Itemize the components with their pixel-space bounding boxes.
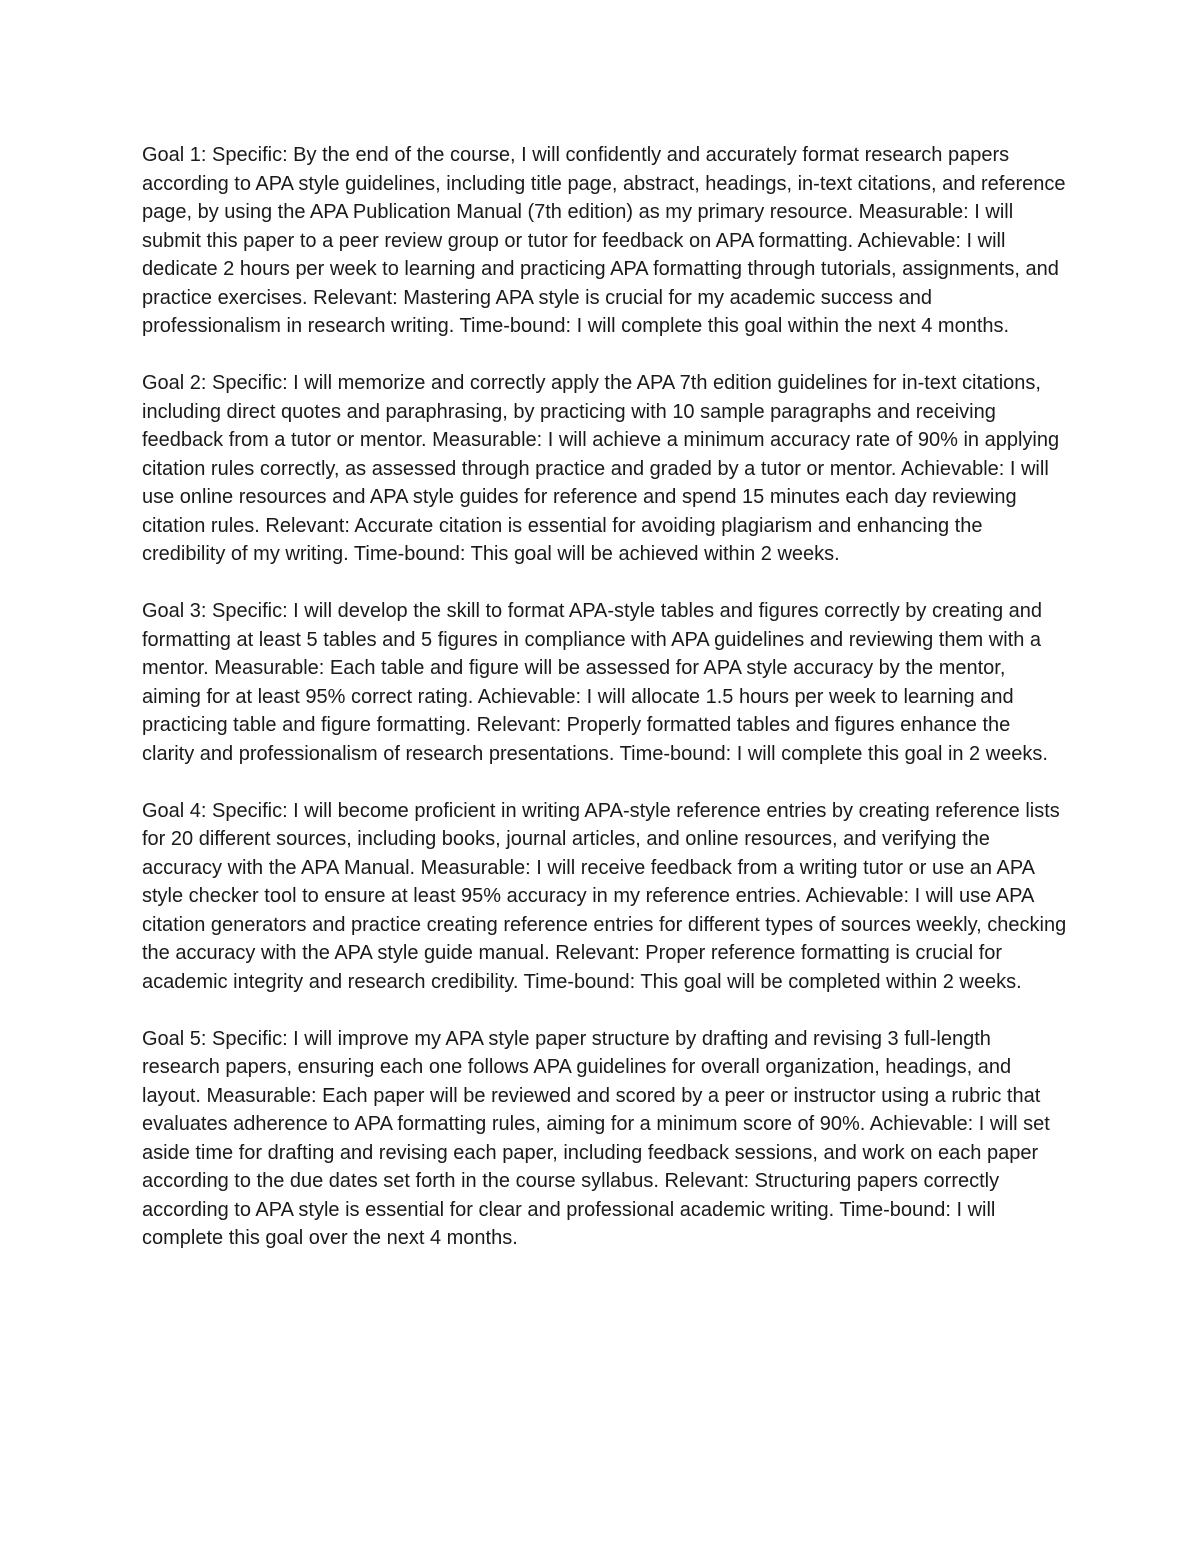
goal-1-paragraph: Goal 1: Specific: By the end of the course, I will confidently and accurately format research papers according to APA style guidelines, including title page, abstract, headings, in-text citations, and reference page, by using the APA Publication Manual (7th edition) as my primary resource. Measurable: I will submit this paper to a peer review group or tutor for feedback on APA formatting. Achievable: I will dedicate 2 hours per week to learning and practicing APA formatting through tutorials, assignments, and practice exercises. Relevant: Mastering APA style is crucial for my academic success and professionalism in research writing. Time-bound: I will complete this goal within the next 4 months. — [142, 144, 1066, 337]
document-body — [142, 141, 1067, 1253]
goal-5-paragraph: Goal 5: Specific: I will improve my APA style paper structure by drafting and revising 3 full-length research papers, ensuring each one follows APA guidelines for overall organization, headings, and layout. Measurable: Each paper will be reviewed and scored by a peer or instructor using a rubric that evaluates adherence to APA formatting rules, aiming for a minimum score of 90%. Achievable: I will set aside time for drafting and revising each paper, including feedback sessions, and work on each paper according to the due dates set forth in the course syllabus. Relevant: Structuring papers correctly according to APA style is essential for clear and professional academic writing. Time-bound: I will complete this goal over the next 4 months. — [142, 1027, 1050, 1249]
goal-4-paragraph: Goal 4: Specific: I will become proficient in writing APA-style reference entries by creating reference lists for 20 different sources, including books, journal articles, and online resources, and verifying the accuracy with the APA Manual. Measurable: I will receive feedback from a writing tutor or use an APA style checker tool to ensure at least 95% accuracy in my reference entries. Achievable: I will use APA citation generators and practice creating reference entries for different types of sources weekly, checking the accuracy with the APA style guide manual. Relevant: Proper reference formatting is crucial for academic integrity and research credibility. Time-bound: This goal will be completed within 2 weeks. — [142, 799, 1067, 993]
goal-2-paragraph: Goal 2: Specific: I will memorize and correctly apply the APA 7th edition guidelines for in-text citations, including direct quotes and paraphrasing, by practicing with 10 sample paragraphs and receiving feedback from a tutor or mentor. Measurable: I will achieve a minimum accuracy rate of 90% in applying citation rules correctly, as assessed through practice and graded by a tutor or mentor. Achievable: I will use online resources and APA style guides for reference and spend 15 minutes each day reviewing citation rules. Relevant: Accurate citation is essential for avoiding plagiarism and enhancing the credibility of my writing. Time-bound: This goal will be achieved within 2 weeks. — [142, 372, 1060, 565]
goal-3-paragraph: Goal 3: Specific: I will develop the skill to format APA-style tables and figures correctly by creating and formatting at least 5 tables and 5 figures in compliance with APA guidelines and reviewing them with a mentor. Measurable: Each table and figure will be assessed for APA style accuracy by the mentor, aiming for at least 95% correct rating. Achievable: I will allocate 1.5 hours per week to learning and practicing table and figure formatting. Relevant: Properly formatted tables and figures enhance the clarity and professionalism of research presentations. Time-bound: I will complete this goal in 2 weeks. — [142, 600, 1048, 765]
